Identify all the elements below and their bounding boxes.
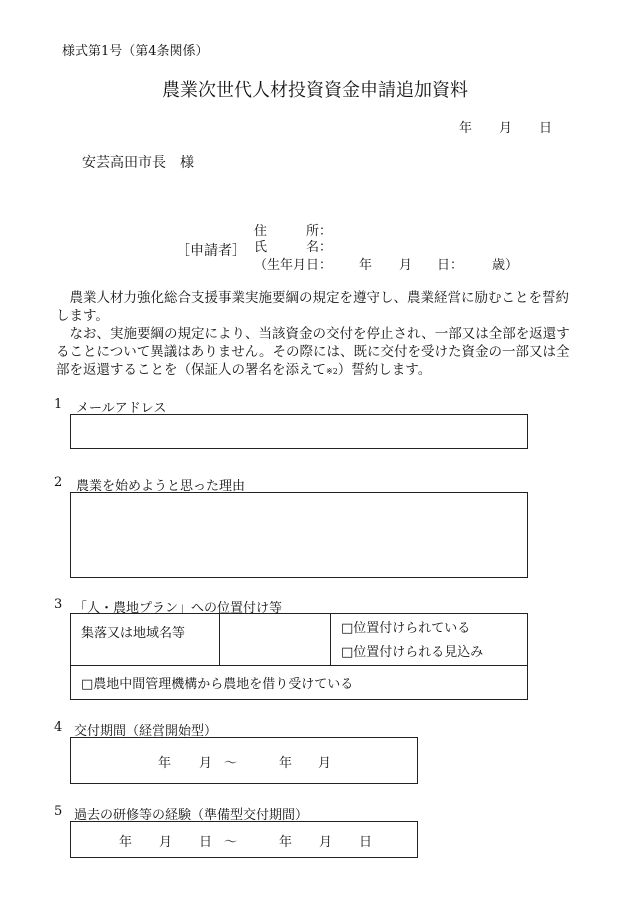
district-input[interactable]	[220, 614, 331, 666]
dob-label: （生年月日：	[254, 258, 333, 273]
address-label: 住 所：	[254, 224, 333, 239]
dob-day: 日：	[437, 258, 464, 273]
declaration	[56, 289, 578, 381]
training-month-start: 月	[159, 835, 173, 850]
section-2-number: 2	[54, 475, 63, 490]
plan-table	[70, 613, 528, 700]
date-year: 年	[459, 121, 473, 136]
dob-month: 月	[399, 258, 413, 273]
dob-age: 歳）	[492, 258, 519, 273]
section-1-number: 1	[54, 397, 63, 412]
district-label-cell	[71, 614, 220, 666]
option-positioned[interactable]: □位置付けられている	[341, 620, 471, 636]
section-4-number: 4	[54, 720, 63, 735]
declaration-paragraph-1: 農業人材力強化総合支援事業実施要綱の規定を遵守し、農業経営に励むことを誓約します。	[56, 290, 569, 324]
training-month-end: 月	[319, 835, 333, 850]
section-4-label: 交付期間（経営開始型）	[74, 724, 218, 739]
section-3-number: 3	[54, 597, 63, 612]
training-year-start: 年	[119, 835, 133, 850]
grant-tilde: 〜	[224, 756, 238, 771]
applicant-label: ［申請者］	[176, 243, 246, 259]
training-tilde: 〜	[224, 835, 238, 850]
reason-textarea[interactable]	[70, 492, 528, 578]
grant-period-box[interactable]	[70, 737, 418, 784]
grant-month-start: 月	[199, 756, 213, 771]
plan-status-cell	[331, 614, 528, 666]
option-farmland-bank[interactable]: □農地中間管理機構から農地を借り受けている	[81, 677, 354, 692]
date-day: 日	[539, 121, 553, 136]
footnote-marker: ※2	[326, 367, 338, 376]
dob-year: 年	[359, 258, 373, 273]
declaration-paragraph-2-end: ）誓約します。	[337, 362, 432, 378]
page-title: 農業次世代人材投資資金申請追加資料	[162, 80, 468, 101]
section-2-label: 農業を始めようと思った理由	[76, 479, 246, 494]
declaration-paragraph-2	[56, 325, 578, 381]
name-label: 氏 名：	[254, 240, 333, 255]
training-year-end: 年	[279, 835, 293, 850]
email-field[interactable]	[70, 414, 528, 449]
form-number: 様式第1号（第4条関係）	[62, 44, 209, 59]
training-day-end: 日	[359, 835, 373, 850]
date-month: 月	[499, 121, 513, 136]
farmland-option-cell	[71, 666, 528, 700]
section-3-label: 「人・農地プラン」への位置付け等	[74, 601, 283, 616]
section-1-label: メールアドレス	[76, 401, 167, 416]
addressee: 安芸高田市長 様	[82, 155, 194, 171]
declaration-paragraph-2-text: なお、実施要綱の規定により、当該資金の交付を停止され、一部又は全部を返還することについて異議はありません。その際には、既に交付を受けた資金の一部又は全部を返還することを（保証人の署名を添えて	[56, 326, 570, 378]
training-day-start: 日	[199, 835, 213, 850]
section-5-label: 過去の研修等の経験（準備型交付期間）	[74, 808, 309, 823]
grant-month-end: 月	[318, 756, 332, 771]
grant-year-end: 年	[279, 756, 293, 771]
section-5-number: 5	[54, 804, 63, 819]
district-label: 集落又は地域名等	[81, 626, 186, 641]
grant-year-start: 年	[158, 756, 172, 771]
option-expected[interactable]: □位置付けられる見込み	[341, 644, 484, 660]
